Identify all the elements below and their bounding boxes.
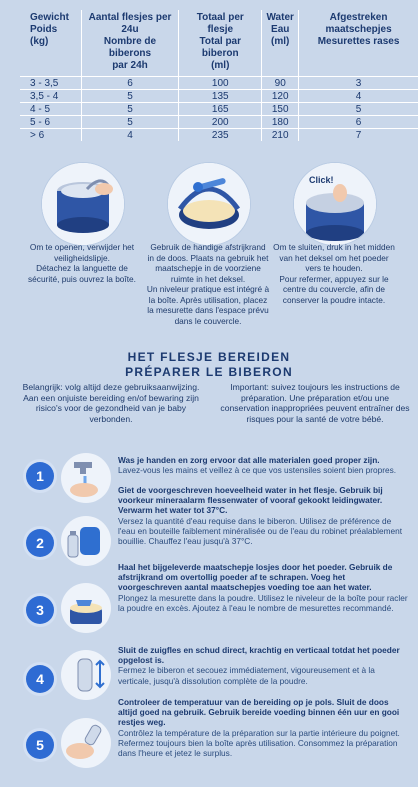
step-text-nl: Haal het bijgeleverde maatschepje losjes door het poeder. Gebruik de afstrijkrand om overtollig poeder af te schrapen. Voeg het voorgeschreven aantal maatschepjes voeding toe aan het water.	[118, 562, 393, 593]
table-cell: 150	[262, 103, 299, 116]
wrist-test-icon	[60, 717, 112, 769]
tin-instructions	[20, 162, 400, 342]
step-number-badge: 5	[26, 731, 54, 759]
table-cell: 90	[262, 77, 299, 90]
table-cell: 120	[262, 90, 299, 103]
header-line: Water	[266, 12, 294, 23]
table-cell: 6	[299, 116, 418, 129]
table-header-row	[20, 10, 418, 77]
step-text-fr: Contrôlez la température de la préparation sur la partie intérieure du poignet. Refermez toujours bien la boîte après utilisation. Consommez la préparation dans l'heure et jetez le surplus.	[118, 727, 400, 759]
header-water	[262, 10, 299, 77]
header-line: (kg)	[30, 36, 49, 47]
table-cell: 235	[179, 129, 262, 142]
tin-open-icon	[42, 163, 124, 245]
table-cell: 100	[179, 77, 262, 90]
step-text-nl: Giet de voorgeschreven hoeveelheid water in het flesje. Gebruik bij voorkeur mineraalarm flessenwater of vooraf gekookt leidingwater. Verwarm het water tot 37°C.	[118, 485, 383, 516]
table-row	[20, 77, 418, 90]
table-cell: 7	[299, 129, 418, 142]
header-line: par 24h	[112, 60, 148, 71]
kettle-bottle-icon	[60, 515, 112, 567]
hand-washing-icon	[60, 452, 112, 504]
table-cell: 200	[179, 116, 262, 129]
step-text-fr: Lavez-vous les mains et veillez à ce que vos ustensiles soient bien propres.	[118, 465, 397, 476]
table-cell: 3	[299, 77, 418, 90]
tin-close-illustration	[293, 162, 377, 246]
tin-close-text	[272, 242, 396, 305]
table-cell: 3,5 - 4	[20, 90, 81, 103]
table-cell: 5	[81, 90, 179, 103]
tin-open-illustration	[41, 162, 125, 246]
tin-leveler-illustration	[167, 162, 251, 246]
table-cell: 135	[179, 90, 262, 103]
header-total	[179, 10, 262, 77]
table-cell: 4 - 5	[20, 103, 81, 116]
important-note-fr: Important: suivez toujours les instructions de préparation. Une préparation et/ou une conservation inappropriées peuvent entraîner des risques pour la santé de votre bébé.	[220, 382, 410, 424]
header-line: Eau	[271, 24, 290, 35]
table-cell: 5	[81, 103, 179, 116]
step-text	[118, 697, 408, 758]
step-text-fr: Plongez la mesurette dans la poudre. Utilisez le niveleur de la boîte pour racler la poudre en excès. Ajoutez à l'eau le nombre de mesurettes recommandé.	[118, 592, 408, 613]
feeding-table	[20, 10, 418, 141]
step-text	[118, 485, 408, 546]
header-line: Totaal per flesje	[196, 12, 244, 35]
header-line: Aantal flesjes per 24u	[88, 12, 172, 35]
table-cell: 5	[81, 116, 179, 129]
header-line: Poids	[30, 24, 58, 35]
step-number-badge: 3	[26, 596, 54, 624]
table-cell: 4	[299, 90, 418, 103]
table-cell: 165	[179, 103, 262, 116]
header-line: Mesurettes rases	[317, 36, 400, 47]
tin-close-text-fr: Pour refermer, appuyez sur le centre du couvercle, afin de conserver la poudre intacte.	[279, 273, 389, 305]
tin-close-text-nl: Om te sluiten, druk in het midden van het deksel om het poeder vers te houden.	[273, 242, 395, 273]
step-text-nl: Controleer de temperatuur van de bereiding op je pols. Sluit de doos altijd goed na gebruik. Gebruik bereide voeding binnen één uur en gooi restjes weg.	[118, 697, 400, 728]
step-number-badge: 4	[26, 665, 54, 693]
step-text	[118, 562, 408, 613]
tin-open-text-nl: Om te openen, verwijder het veiligheidslipje.	[29, 242, 135, 263]
step-text-nl: Was je handen en zorg ervoor dat alle materialen goed proper zijn.	[118, 455, 380, 465]
step-number-badge: 1	[26, 462, 54, 490]
step-text	[118, 455, 408, 475]
header-line: Nombre de biberons	[103, 36, 157, 59]
header-line: (ml)	[211, 60, 230, 71]
table-row	[20, 129, 418, 142]
table-cell: 3 - 3,5	[20, 77, 81, 90]
tin-leveler-text	[146, 242, 270, 326]
scoop-leveler-icon	[168, 163, 250, 245]
section-title-fr: PRÉPARER LE BIBERON	[125, 365, 293, 379]
click-label: Click!	[309, 175, 334, 185]
step-text-fr: Fermez le biberon et secouez immédiatement, vigoureusement et à la verticale, jusqu'à dissolution complète de la poudre.	[118, 665, 375, 686]
header-line: Total par biberon	[199, 36, 241, 59]
header-bottles	[81, 10, 179, 77]
step-text	[118, 645, 408, 686]
step-number-badge: 2	[26, 529, 54, 557]
header-scoops	[299, 10, 418, 77]
important-note-nl: Belangrijk: volg altijd deze gebruiksaanwijzing. Aan een onjuiste bereiding en/of bewaring zijn risico's voor de gezondheid van je baby verbonden.	[22, 382, 200, 424]
header-line: Afgestreken maatschepjes	[325, 12, 392, 35]
table-row	[20, 90, 418, 103]
tin-leveler-text-fr: Un niveleur pratique est intégré à la boîte. Après utilisation, placez la mesurette dans l'espace prévu dans le couvercle.	[146, 284, 270, 326]
table-cell: 210	[262, 129, 299, 142]
table-cell: 6	[81, 77, 179, 90]
tin-open-text-fr: Détachez la languette de sécurité, puis ouvrez la boîte.	[28, 263, 136, 284]
shake-bottle-icon	[60, 649, 112, 701]
step-text-fr: Versez la quantité d'eau requise dans le biberon. Utilisez de préférence de l'eau en bouteille faiblement minéralisée ou de l'eau du robinet préalablement bouillie. Chauffez l'eau jusqu'à 37°C.	[118, 515, 403, 547]
table-cell: 5	[299, 103, 418, 116]
tin-leveler-text-nl: Gebruik de handige afstrijkrand in de doos. Plaats na gebruik het maatschepje in de voorziene ruimte in het deksel.	[147, 242, 269, 284]
header-weight	[20, 10, 81, 77]
table-cell: 180	[262, 116, 299, 129]
header-line: Gewicht	[30, 12, 69, 23]
table-cell: 5 - 6	[20, 116, 81, 129]
table-cell: 4	[81, 129, 179, 142]
header-line: (ml)	[271, 36, 290, 47]
step-text-nl: Sluit de zuigfles en schud direct, krachtig en verticaal totdat het poeder opgelost is.	[118, 645, 400, 666]
table-row	[20, 116, 418, 129]
tin-close-icon	[294, 163, 376, 245]
scoop-powder-icon	[60, 582, 112, 634]
table-cell: > 6	[20, 129, 81, 142]
tin-open-text	[20, 242, 144, 284]
section-title-nl: HET FLESJE BEREIDEN	[127, 350, 291, 364]
table-row	[20, 103, 418, 116]
